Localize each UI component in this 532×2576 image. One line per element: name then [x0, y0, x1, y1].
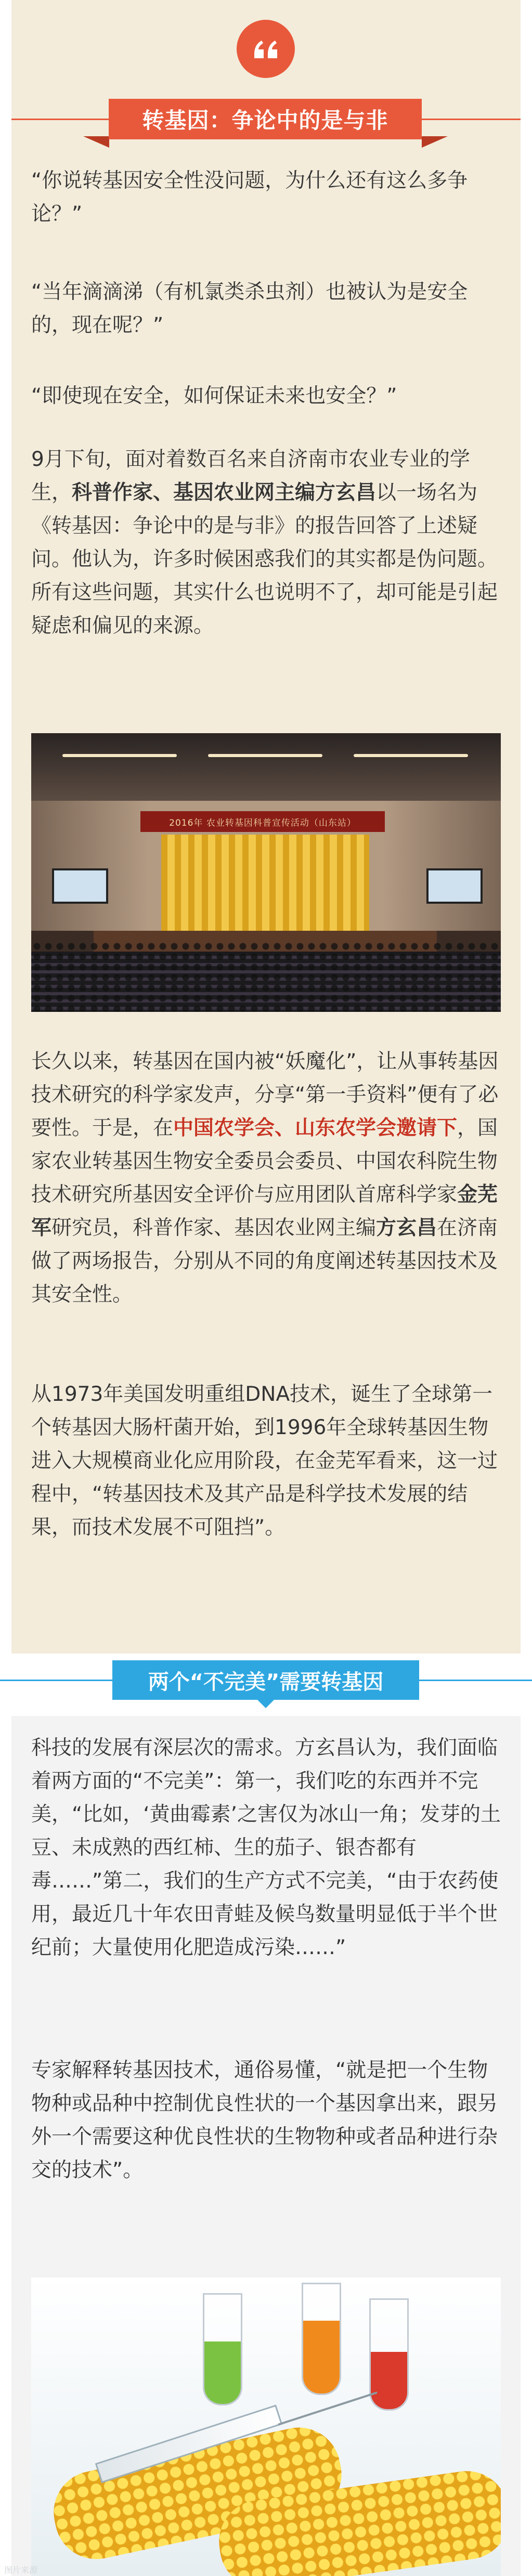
p1-emphasis: 科普作家、基因农业网主编方玄昌 [72, 481, 377, 504]
lecture-hall-photo [31, 733, 501, 1012]
stage-banner: 2016年 农业转基因科普宣传活动（山东站） [140, 811, 385, 832]
intro-quote-2: “当年滴滴涕（有机氯类杀虫剂）也被认为是安全的，现在呢？” [31, 280, 468, 337]
p2-c: ，国家农业转基因生物安全委员会委员、中国农科院生物技术研究所基因安全评价与应用团队首席科学家 [31, 1116, 498, 1206]
title-rule-right [422, 119, 521, 120]
p2-d: 金芜军 [31, 1183, 498, 1240]
section2-title: 两个“不完美”需要转基因 [112, 1660, 419, 1700]
stage-curtain [161, 835, 369, 931]
p2-e: 研究员，科普作家、基因农业网主编 [51, 1216, 377, 1240]
hall-ceiling [31, 733, 501, 801]
side-screen-left [52, 868, 108, 904]
side-screen-right [426, 868, 483, 904]
p1-text-c: 以一场名为《转基因：争论中的是与非》的报告回答了上述疑问。他认为，许多时候困惑我们的其实都是伪问题。所有这些问题，其实什么也说明不了，却可能是引起疑虑和偏见的来源。 [31, 481, 498, 638]
p2-b: 中国农学会、山东农学会邀请下 [173, 1116, 458, 1140]
paragraph-report [31, 443, 504, 643]
intro-quote-3: “即使现在安全，如何保证未来也安全？” [31, 384, 397, 408]
red-liquid [371, 2352, 407, 2409]
p1-text-a: 9月下旬，面对着数百名来自济南市农业专业的学生， [31, 448, 470, 504]
ceiling-light [354, 754, 468, 757]
p3: 从1973年美国发明重组DNA技术，诞生了全球第一个转基因大肠杆菌开始，到1996年全球转基因生物进入大规模商业化应用阶段，在金芜军看来，这一过程中，“转基因技术及其产品是科学技术发展的结果，而技术发展不可阻挡”。 [31, 1383, 498, 1539]
intro-quote-1: “你说转基因安全性没问题，为什么还有这么多争论？” [31, 169, 468, 226]
test-tube-green [203, 2293, 242, 2405]
article-title: 转基因：争论中的是与非 [109, 99, 422, 139]
orange-liquid [303, 2321, 340, 2393]
audience-heads [31, 941, 501, 1012]
paragraph-gm-explained: 专家解释转基因技术，通俗易懂，“就是把一个生物物种或品种中控制优良性状的一个基因拿出来，跟另外一个需要这种优良性状的生物物种或者品种进行杂交的技术”。 [31, 2059, 498, 2182]
image-watermark: 图片来源 [4, 2565, 38, 2575]
p2-a: 长久以来，转基因在国内被“妖魔化”，让从事转基因技术研究的科学家发声，分享“第一手资料”便有了必要性。于是，在 [31, 1050, 499, 1140]
p2-g: 在济南做了两场报告，分别从不同的角度阐述转基因技术及其安全性。 [31, 1216, 498, 1306]
syringe-needle [278, 2391, 377, 2426]
quote-icon [237, 20, 295, 78]
paragraph-history [31, 1378, 504, 1544]
title-rule-left [11, 119, 109, 120]
quote-mark-icon [250, 33, 281, 64]
green-liquid [204, 2341, 241, 2404]
paragraph-two-imperfections: 科技的发展有深层次的需求。方玄昌认为，我们面临着两方面的“不完美”：第一，我们吃的东西并不完美，“比如，‘黄曲霉素’之害仅为冰山一角；发芽的土豆、未成熟的西红柿、生的茄子、银杏都有毒……”第二，我们的生产方式不完美，“由于农药使用，最近几十年农田青蛙及候鸟数量明显低于半个世纪前；大量使用化肥造成污染……” [31, 1736, 501, 1959]
p2-f: 方玄昌 [376, 1216, 437, 1240]
ceiling-light [208, 754, 322, 757]
paragraph-gm-demonized [31, 1045, 504, 1311]
corn-test-tube-photo [31, 2278, 501, 2576]
title-ribbon-fold-left [83, 136, 109, 148]
ceiling-light [62, 754, 177, 757]
test-tube-orange [302, 2283, 341, 2395]
title-ribbon-fold-right [422, 136, 448, 148]
